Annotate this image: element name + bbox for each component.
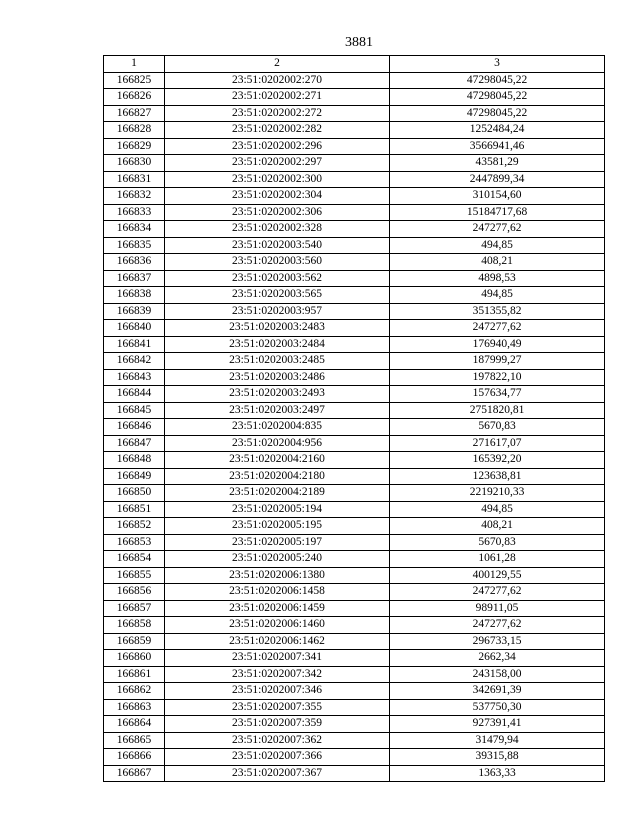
value-cell: 98911,05 bbox=[390, 600, 605, 617]
table-row bbox=[104, 600, 605, 617]
cadastral-number-cell: 23:51:0202002:297 bbox=[165, 155, 390, 172]
value-cell: 3566941,46 bbox=[390, 138, 605, 155]
row-number-cell: 166845 bbox=[104, 402, 165, 419]
table-row bbox=[104, 237, 605, 254]
value-cell: 165392,20 bbox=[390, 452, 605, 469]
cadastral-number-cell: 23:51:0202003:540 bbox=[165, 237, 390, 254]
value-cell: 927391,41 bbox=[390, 716, 605, 733]
cadastral-number-cell: 23:51:0202003:565 bbox=[165, 287, 390, 304]
row-number-cell: 166829 bbox=[104, 138, 165, 155]
cadastral-number-cell: 23:51:0202002:304 bbox=[165, 188, 390, 205]
cadastral-number-cell: 23:51:0202006:1459 bbox=[165, 600, 390, 617]
value-cell: 494,85 bbox=[390, 501, 605, 518]
value-cell: 247277,62 bbox=[390, 584, 605, 601]
value-cell: 310154,60 bbox=[390, 188, 605, 205]
table-row bbox=[104, 105, 605, 122]
row-number-cell: 166853 bbox=[104, 534, 165, 551]
row-number-cell: 166843 bbox=[104, 369, 165, 386]
value-cell: 4898,53 bbox=[390, 270, 605, 287]
row-number-cell: 166858 bbox=[104, 617, 165, 634]
cadastral-number-cell: 23:51:0202006:1460 bbox=[165, 617, 390, 634]
table-row bbox=[104, 303, 605, 320]
table-row bbox=[104, 749, 605, 766]
cadastral-number-cell: 23:51:0202002:271 bbox=[165, 89, 390, 106]
value-cell: 271617,07 bbox=[390, 435, 605, 452]
table-row bbox=[104, 122, 605, 139]
page-number: 3881 bbox=[345, 35, 373, 50]
value-cell: 123638,81 bbox=[390, 468, 605, 485]
table-row bbox=[104, 287, 605, 304]
row-number-cell: 166854 bbox=[104, 551, 165, 568]
value-cell: 43581,29 bbox=[390, 155, 605, 172]
cadastral-number-cell: 23:51:0202007:359 bbox=[165, 716, 390, 733]
value-cell: 494,85 bbox=[390, 287, 605, 304]
value-cell: 342691,39 bbox=[390, 683, 605, 700]
value-cell: 351355,82 bbox=[390, 303, 605, 320]
cadastral-number-cell: 23:51:0202007:342 bbox=[165, 666, 390, 683]
table-row bbox=[104, 452, 605, 469]
table-row bbox=[104, 138, 605, 155]
cadastral-number-cell: 23:51:0202005:195 bbox=[165, 518, 390, 535]
table-row bbox=[104, 534, 605, 551]
cadastral-number-cell: 23:51:0202002:296 bbox=[165, 138, 390, 155]
row-number-cell: 166850 bbox=[104, 485, 165, 502]
table-row bbox=[104, 435, 605, 452]
value-cell: 400129,55 bbox=[390, 567, 605, 584]
cadastral-number-cell: 23:51:0202003:560 bbox=[165, 254, 390, 271]
value-cell: 39315,88 bbox=[390, 749, 605, 766]
table-row bbox=[104, 369, 605, 386]
value-cell: 5670,83 bbox=[390, 534, 605, 551]
table-row bbox=[104, 402, 605, 419]
cadastral-number-cell: 23:51:0202002:272 bbox=[165, 105, 390, 122]
cadastral-number-cell: 23:51:0202007:362 bbox=[165, 732, 390, 749]
row-number-cell: 166861 bbox=[104, 666, 165, 683]
table-row bbox=[104, 518, 605, 535]
table-row bbox=[104, 419, 605, 436]
value-cell: 31479,94 bbox=[390, 732, 605, 749]
table-row bbox=[104, 683, 605, 700]
row-number-cell: 166838 bbox=[104, 287, 165, 304]
table-row bbox=[104, 650, 605, 667]
value-cell: 187999,27 bbox=[390, 353, 605, 370]
row-number-cell: 166825 bbox=[104, 72, 165, 89]
table-row bbox=[104, 468, 605, 485]
table-row bbox=[104, 188, 605, 205]
table-row bbox=[104, 551, 605, 568]
value-cell: 2447899,34 bbox=[390, 171, 605, 188]
cadastral-number-cell: 23:51:0202003:2484 bbox=[165, 336, 390, 353]
cadastral-number-cell: 23:51:0202007:346 bbox=[165, 683, 390, 700]
value-cell: 537750,30 bbox=[390, 699, 605, 716]
value-cell: 176940,49 bbox=[390, 336, 605, 353]
row-number-cell: 166862 bbox=[104, 683, 165, 700]
cadastral-number-cell: 23:51:0202003:957 bbox=[165, 303, 390, 320]
row-number-cell: 166865 bbox=[104, 732, 165, 749]
cadastral-number-cell: 23:51:0202006:1458 bbox=[165, 584, 390, 601]
value-cell: 2219210,33 bbox=[390, 485, 605, 502]
row-number-cell: 166844 bbox=[104, 386, 165, 403]
cadastral-number-cell: 23:51:0202003:2486 bbox=[165, 369, 390, 386]
value-cell: 15184717,68 bbox=[390, 204, 605, 221]
row-number-cell: 166834 bbox=[104, 221, 165, 238]
cadastral-number-cell: 23:51:0202003:2483 bbox=[165, 320, 390, 337]
value-cell: 2751820,81 bbox=[390, 402, 605, 419]
table-row bbox=[104, 89, 605, 106]
value-cell: 47298045,22 bbox=[390, 72, 605, 89]
value-cell: 247277,62 bbox=[390, 320, 605, 337]
table-row bbox=[104, 254, 605, 271]
value-cell: 408,21 bbox=[390, 254, 605, 271]
table-row bbox=[104, 320, 605, 337]
cadastral-number-cell: 23:51:0202007:367 bbox=[165, 765, 390, 782]
table-row bbox=[104, 386, 605, 403]
row-number-cell: 166846 bbox=[104, 419, 165, 436]
cadastral-number-cell: 23:51:0202005:197 bbox=[165, 534, 390, 551]
value-cell: 408,21 bbox=[390, 518, 605, 535]
column-header-cadastral: 2 bbox=[165, 56, 390, 73]
cadastral-number-cell: 23:51:0202002:300 bbox=[165, 171, 390, 188]
table-row bbox=[104, 204, 605, 221]
row-number-cell: 166867 bbox=[104, 765, 165, 782]
registry-table bbox=[103, 55, 605, 782]
table-row bbox=[104, 765, 605, 782]
cadastral-number-cell: 23:51:0202003:2497 bbox=[165, 402, 390, 419]
table-header-row bbox=[104, 56, 605, 73]
table-row bbox=[104, 221, 605, 238]
value-cell: 47298045,22 bbox=[390, 105, 605, 122]
table-row bbox=[104, 716, 605, 733]
row-number-cell: 166856 bbox=[104, 584, 165, 601]
table-row bbox=[104, 171, 605, 188]
value-cell: 47298045,22 bbox=[390, 89, 605, 106]
row-number-cell: 166851 bbox=[104, 501, 165, 518]
table-row bbox=[104, 501, 605, 518]
cadastral-number-cell: 23:51:0202004:2189 bbox=[165, 485, 390, 502]
row-number-cell: 166859 bbox=[104, 633, 165, 650]
row-number-cell: 166849 bbox=[104, 468, 165, 485]
row-number-cell: 166835 bbox=[104, 237, 165, 254]
cadastral-number-cell: 23:51:0202002:282 bbox=[165, 122, 390, 139]
table-row bbox=[104, 732, 605, 749]
table-row bbox=[104, 617, 605, 634]
row-number-cell: 166864 bbox=[104, 716, 165, 733]
row-number-cell: 166848 bbox=[104, 452, 165, 469]
value-cell: 247277,62 bbox=[390, 617, 605, 634]
table-row bbox=[104, 633, 605, 650]
row-number-cell: 166831 bbox=[104, 171, 165, 188]
table-row bbox=[104, 72, 605, 89]
column-header-value: 3 bbox=[390, 56, 605, 73]
table-row bbox=[104, 336, 605, 353]
value-cell: 5670,83 bbox=[390, 419, 605, 436]
row-number-cell: 166857 bbox=[104, 600, 165, 617]
row-number-cell: 166826 bbox=[104, 89, 165, 106]
row-number-cell: 166827 bbox=[104, 105, 165, 122]
row-number-cell: 166841 bbox=[104, 336, 165, 353]
value-cell: 2662,34 bbox=[390, 650, 605, 667]
table-row bbox=[104, 353, 605, 370]
cadastral-number-cell: 23:51:0202002:270 bbox=[165, 72, 390, 89]
value-cell: 296733,15 bbox=[390, 633, 605, 650]
row-number-cell: 166866 bbox=[104, 749, 165, 766]
row-number-cell: 166852 bbox=[104, 518, 165, 535]
row-number-cell: 166837 bbox=[104, 270, 165, 287]
table-row bbox=[104, 567, 605, 584]
table-body bbox=[104, 72, 605, 782]
cadastral-number-cell: 23:51:0202006:1380 bbox=[165, 567, 390, 584]
table-row bbox=[104, 270, 605, 287]
cadastral-number-cell: 23:51:0202003:2485 bbox=[165, 353, 390, 370]
cadastral-number-cell: 23:51:0202004:2180 bbox=[165, 468, 390, 485]
value-cell: 1363,33 bbox=[390, 765, 605, 782]
cadastral-number-cell: 23:51:0202007:355 bbox=[165, 699, 390, 716]
cadastral-number-cell: 23:51:0202002:306 bbox=[165, 204, 390, 221]
cadastral-number-cell: 23:51:0202004:835 bbox=[165, 419, 390, 436]
row-number-cell: 166847 bbox=[104, 435, 165, 452]
row-number-cell: 166830 bbox=[104, 155, 165, 172]
cadastral-number-cell: 23:51:0202003:562 bbox=[165, 270, 390, 287]
value-cell: 197822,10 bbox=[390, 369, 605, 386]
value-cell: 494,85 bbox=[390, 237, 605, 254]
table-row bbox=[104, 699, 605, 716]
cadastral-number-cell: 23:51:0202005:240 bbox=[165, 551, 390, 568]
row-number-cell: 166842 bbox=[104, 353, 165, 370]
table-row bbox=[104, 485, 605, 502]
row-number-cell: 166840 bbox=[104, 320, 165, 337]
table-row bbox=[104, 155, 605, 172]
column-header-number: 1 bbox=[104, 56, 165, 73]
row-number-cell: 166828 bbox=[104, 122, 165, 139]
row-number-cell: 166839 bbox=[104, 303, 165, 320]
value-cell: 247277,62 bbox=[390, 221, 605, 238]
value-cell: 157634,77 bbox=[390, 386, 605, 403]
row-number-cell: 166832 bbox=[104, 188, 165, 205]
cadastral-number-cell: 23:51:0202007:341 bbox=[165, 650, 390, 667]
value-cell: 1252484,24 bbox=[390, 122, 605, 139]
cadastral-number-cell: 23:51:0202006:1462 bbox=[165, 633, 390, 650]
table-row bbox=[104, 666, 605, 683]
cadastral-number-cell: 23:51:0202004:2160 bbox=[165, 452, 390, 469]
row-number-cell: 166863 bbox=[104, 699, 165, 716]
value-cell: 243158,00 bbox=[390, 666, 605, 683]
row-number-cell: 166860 bbox=[104, 650, 165, 667]
table-row bbox=[104, 584, 605, 601]
cadastral-number-cell: 23:51:0202007:366 bbox=[165, 749, 390, 766]
cadastral-number-cell: 23:51:0202005:194 bbox=[165, 501, 390, 518]
cadastral-number-cell: 23:51:0202002:328 bbox=[165, 221, 390, 238]
cadastral-number-cell: 23:51:0202004:956 bbox=[165, 435, 390, 452]
row-number-cell: 166836 bbox=[104, 254, 165, 271]
value-cell: 1061,28 bbox=[390, 551, 605, 568]
row-number-cell: 166833 bbox=[104, 204, 165, 221]
row-number-cell: 166855 bbox=[104, 567, 165, 584]
cadastral-number-cell: 23:51:0202003:2493 bbox=[165, 386, 390, 403]
